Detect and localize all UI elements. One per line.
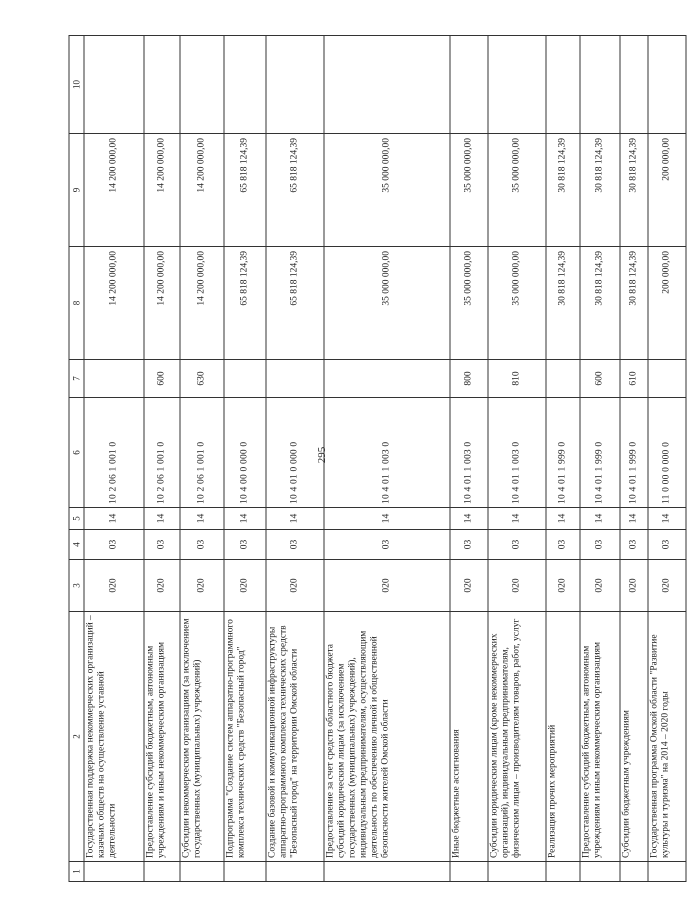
table-row [648, 36, 686, 882]
cell-col1 [546, 862, 580, 882]
cell-amount-other [84, 36, 144, 134]
cell-subsection: 14 [450, 508, 488, 530]
cell-target-article: 10 4 00 0 000 0 [224, 398, 266, 508]
header-cell: 8 [69, 247, 84, 360]
cell-col1 [180, 862, 224, 882]
cell-section: 03 [620, 530, 648, 560]
cell-amount-total: 30 818 124,39 [580, 247, 620, 360]
cell-section: 03 [648, 530, 686, 560]
cell-target-article: 10 4 01 1 999 0 [546, 398, 580, 508]
cell-expense-type: 600 [144, 360, 180, 398]
cell-amount-total: 65 818 124,39 [266, 247, 324, 360]
cell-col1 [580, 862, 620, 882]
header-cell: 3 [69, 560, 84, 612]
table-row [180, 36, 224, 882]
cell-amount-federal: 35 000 000,00 [450, 134, 488, 247]
cell-admin-code: 020 [488, 560, 546, 612]
cell-target-article: 10 4 01 1 999 0 [580, 398, 620, 508]
table-row [620, 36, 648, 882]
cell-expense-type: 630 [180, 360, 224, 398]
cell-admin-code: 020 [450, 560, 488, 612]
cell-amount-other [546, 36, 580, 134]
cell-target-article: 10 4 01 1 003 0 [324, 398, 450, 508]
cell-subsection: 14 [84, 508, 144, 530]
cell-name: Реализация прочих мероприятий [546, 612, 580, 862]
cell-name: Государственная программа Омской области "Развитие культуры и туризма" на 2014 – 2020 годы [648, 612, 686, 862]
cell-admin-code: 020 [324, 560, 450, 612]
cell-target-article: 10 4 01 1 003 0 [450, 398, 488, 508]
cell-amount-federal: 35 000 000,00 [324, 134, 450, 247]
cell-amount-other [580, 36, 620, 134]
cell-section: 03 [450, 530, 488, 560]
cell-amount-total: 35 000 000,00 [324, 247, 450, 360]
cell-name: Предоставление субсидий бюджетным, автономным учреждениям и иным некоммерческим организациям [144, 612, 180, 862]
cell-col1 [84, 862, 144, 882]
cell-section: 03 [144, 530, 180, 560]
cell-subsection: 14 [580, 508, 620, 530]
cell-amount-total: 14 200 000,00 [84, 247, 144, 360]
cell-expense-type: 610 [620, 360, 648, 398]
cell-target-article: 10 4 01 1 999 0 [620, 398, 648, 508]
cell-subsection: 14 [620, 508, 648, 530]
cell-col1 [450, 862, 488, 882]
cell-amount-total: 14 200 000,00 [144, 247, 180, 360]
cell-amount-federal: 14 200 000,00 [180, 134, 224, 247]
cell-amount-total: 200 000,00 [648, 247, 686, 360]
cell-subsection: 14 [224, 508, 266, 530]
cell-section: 03 [580, 530, 620, 560]
cell-admin-code: 020 [180, 560, 224, 612]
cell-name: Субсидии некоммерческим организациям (за исключением государственных (муниципальных) учреждений) [180, 612, 224, 862]
cell-name: Создание базовой и коммуникационной инфраструктуры аппаратно-программного комплекса технических средств "Безопасный город" на территории Омской области [266, 612, 324, 862]
cell-expense-type [84, 360, 144, 398]
cell-amount-other [180, 36, 224, 134]
cell-expense-type: 600 [580, 360, 620, 398]
cell-name: Подпрограмма "Создание систем аппаратно-программного комплекса технических средств "Безопасный город" [224, 612, 266, 862]
cell-section: 03 [488, 530, 546, 560]
cell-section: 03 [224, 530, 266, 560]
cell-col1 [324, 862, 450, 882]
cell-subsection: 14 [180, 508, 224, 530]
cell-target-article: 11 0 00 0 000 0 [648, 398, 686, 508]
cell-subsection: 14 [546, 508, 580, 530]
cell-amount-other [224, 36, 266, 134]
budget-table-rotated [69, 36, 672, 882]
cell-expense-type: 800 [450, 360, 488, 398]
cell-admin-code: 020 [84, 560, 144, 612]
cell-name: Предоставление за счет средств областного бюджета субсидий юридическим лицам (за исключением государственных (муниципальных) учреждений), индивидуальным предпринимателям, осуществляющим деятельность по обеспечению личной и общественной безопасности жителей Омской области [324, 612, 450, 862]
cell-col1 [648, 862, 686, 882]
cell-amount-total: 14 200 000,00 [180, 247, 224, 360]
cell-expense-type [266, 360, 324, 398]
cell-subsection: 14 [324, 508, 450, 530]
cell-col1 [266, 862, 324, 882]
cell-admin-code: 020 [144, 560, 180, 612]
cell-target-article: 10 2 06 1 001 0 [180, 398, 224, 508]
cell-amount-federal: 14 200 000,00 [84, 134, 144, 247]
cell-name: Предоставление субсидий бюджетным, автономным учреждениям и иным некоммерческим организациям [580, 612, 620, 862]
cell-col1 [488, 862, 546, 882]
header-cell: 1 [69, 862, 84, 882]
cell-target-article: 10 4 01 0 000 0 [266, 398, 324, 508]
table-row [224, 36, 266, 882]
cell-amount-other [488, 36, 546, 134]
table-row [144, 36, 180, 882]
cell-expense-type [324, 360, 450, 398]
cell-subsection: 14 [648, 508, 686, 530]
header-cell: 9 [69, 134, 84, 247]
header-cell: 5 [69, 508, 84, 530]
cell-amount-total: 30 818 124,39 [546, 247, 580, 360]
cell-admin-code: 020 [266, 560, 324, 612]
page-number: 295 [316, 446, 328, 464]
cell-amount-other [324, 36, 450, 134]
table-row [324, 36, 450, 882]
cell-section: 03 [266, 530, 324, 560]
cell-target-article: 10 4 01 1 003 0 [488, 398, 546, 508]
cell-name: Государственная поддержка некоммерческих организаций – казачьих обществ на осуществление уставной деятельности [84, 612, 144, 862]
cell-subsection: 14 [488, 508, 546, 530]
table-row [450, 36, 488, 882]
cell-amount-other [648, 36, 686, 134]
cell-section: 03 [84, 530, 144, 560]
cell-subsection: 14 [266, 508, 324, 530]
cell-admin-code: 020 [224, 560, 266, 612]
cell-expense-type: 810 [488, 360, 546, 398]
header-cell: 4 [69, 530, 84, 560]
cell-amount-federal: 30 818 124,39 [580, 134, 620, 247]
cell-section: 03 [324, 530, 450, 560]
cell-amount-total: 35 000 000,00 [450, 247, 488, 360]
cell-amount-federal: 30 818 124,39 [546, 134, 580, 247]
cell-amount-federal: 65 818 124,39 [266, 134, 324, 247]
cell-admin-code: 020 [546, 560, 580, 612]
cell-admin-code: 020 [648, 560, 686, 612]
cell-expense-type [648, 360, 686, 398]
cell-amount-other [450, 36, 488, 134]
cell-admin-code: 020 [620, 560, 648, 612]
cell-subsection: 14 [144, 508, 180, 530]
cell-amount-other [266, 36, 324, 134]
cell-name: Субсидии юридическим лицам (кроме некоммерческих организаций), индивидуальным предпринимателям, физическим лицам – производителям товаров, работ, услуг [488, 612, 546, 862]
cell-amount-federal: 200 000,00 [648, 134, 686, 247]
cell-amount-federal: 30 818 124,39 [620, 134, 648, 247]
header-cell: 10 [69, 36, 84, 134]
cell-section: 03 [180, 530, 224, 560]
header-cell: 2 [69, 612, 84, 862]
cell-name: Субсидии бюджетным учреждениям [620, 612, 648, 862]
cell-name: Иные бюджетные ассигнования [450, 612, 488, 862]
table-row [546, 36, 580, 882]
cell-amount-federal: 14 200 000,00 [144, 134, 180, 247]
cell-section: 03 [546, 530, 580, 560]
cell-amount-total: 35 000 000,00 [488, 247, 546, 360]
table-row [580, 36, 620, 882]
cell-col1 [620, 862, 648, 882]
table-row [266, 36, 324, 882]
budget-table [69, 35, 687, 882]
cell-col1 [144, 862, 180, 882]
cell-target-article: 10 2 06 1 001 0 [144, 398, 180, 508]
cell-amount-total: 30 818 124,39 [620, 247, 648, 360]
cell-amount-total: 65 818 124,39 [224, 247, 266, 360]
cell-amount-federal: 65 818 124,39 [224, 134, 266, 247]
cell-admin-code: 020 [580, 560, 620, 612]
cell-target-article: 10 2 06 1 001 0 [84, 398, 144, 508]
cell-amount-other [144, 36, 180, 134]
cell-expense-type [224, 360, 266, 398]
table-row [84, 36, 144, 882]
header-cell: 6 [69, 398, 84, 508]
table-row [488, 36, 546, 882]
header-row [69, 36, 84, 882]
header-cell: 7 [69, 360, 84, 398]
cell-expense-type [546, 360, 580, 398]
cell-amount-federal: 35 000 000,00 [488, 134, 546, 247]
cell-amount-other [620, 36, 648, 134]
cell-col1 [224, 862, 266, 882]
